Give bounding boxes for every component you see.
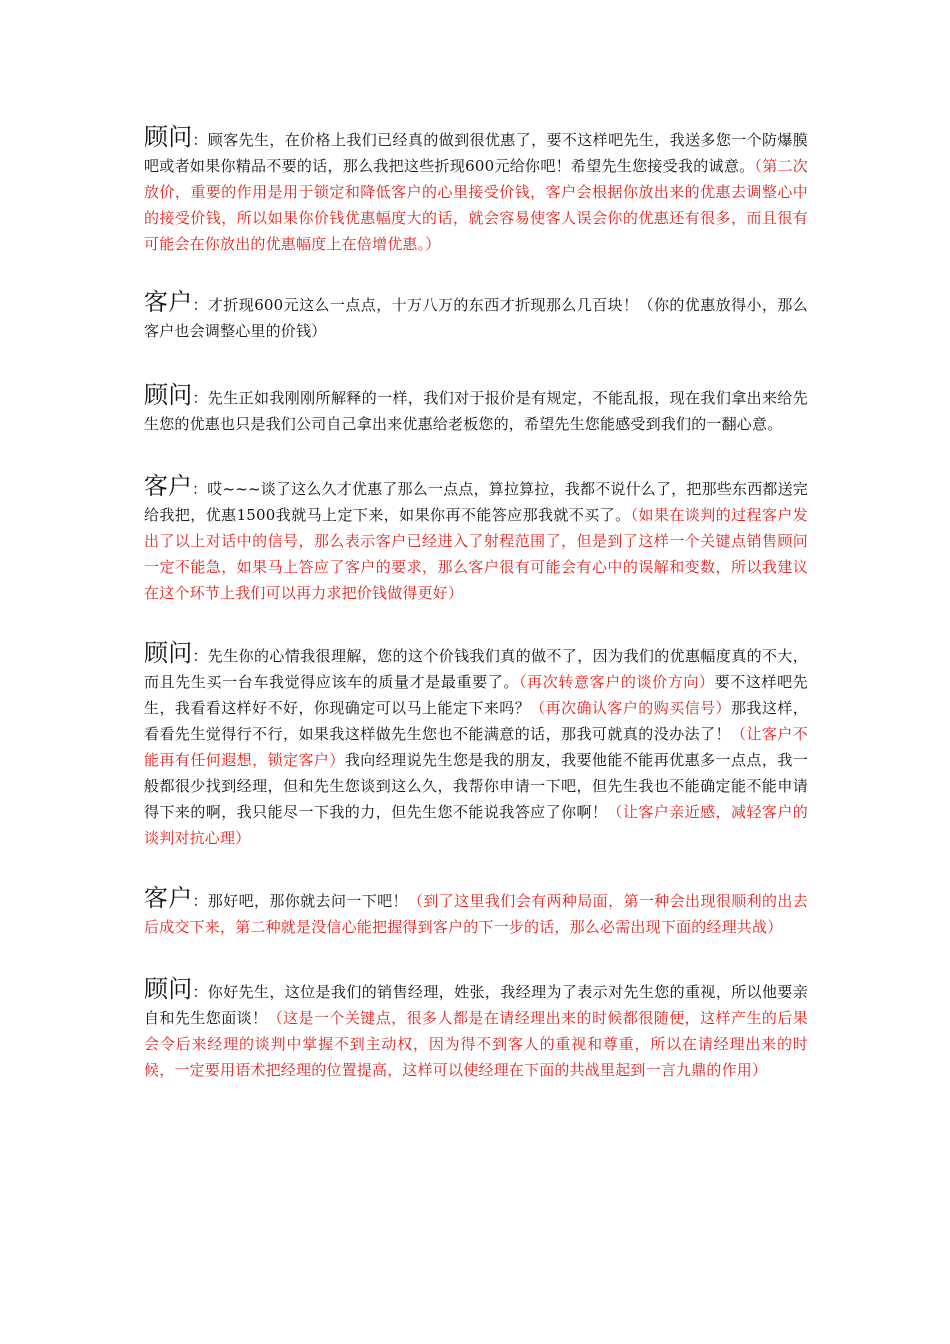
dialogue-text: 那我这样，看看先生觉得行不行，如果我这样做先生您也不能满意的话，那我可就真的没办法了！: [144, 699, 808, 743]
annotation-note: （再次确认客户的购买信号）: [530, 699, 731, 717]
annotation-note: （如果在谈判的过程客户发出了以上对话中的信号，那么表示客户已经进入了射程范围了，但是到了这样一个关键点销售顾问一定不能急，如果马上答应了客户的要求，那么客户很有可能会有心中的误解和变数，所以我建议在这个环节上我们可以再力求把价钱做得更好）: [144, 506, 808, 602]
dialogue-text: 顾客先生，在价格上我们已经真的做到很优惠了，要不这样吧先生，我送多您一个防爆膜吧或者如果你精品不要的话，那么我把这些折现600元给你吧！希望先生您接受我的诚意。: [144, 131, 809, 175]
annotation-note: （到了这里我们会有两种局面，第一种会出现很顺利的出去后成交下来，第二种就是没信心能把握得到客户的下一步的话，那么必需出现下面的经理共战）: [144, 892, 809, 936]
speaker-colon: ：: [192, 647, 208, 665]
dialogue-paragraph-2: [144, 287, 808, 344]
annotation-note: （第二次放价，重要的作用是用于锁定和降低客户的心里接受价钱，客户会根据你放出来的优惠去调整心中的接受价钱，所以如果你价钱优惠幅度大的话，就会容易使客人误会你的优惠还有很多，而且很有可能会在你放出的优惠幅度上在倍增优惠。）: [144, 157, 808, 253]
speaker-colon: ：: [192, 389, 208, 407]
annotation-note: （再次转意客户的谈价方向）: [519, 673, 715, 691]
dialogue-paragraph-1: [144, 122, 808, 257]
speaker-label: 顾问: [144, 381, 193, 409]
dialogue-paragraph-6: [144, 883, 808, 940]
speaker-colon: ：: [192, 296, 208, 314]
dialogue-text: 哎~~~谈了这么久才优惠了那么一点点，算拉算拉，我都不说什么了，把那些东西都送完给我把，优惠1500我就马上定下来，如果你再不能答应那我就不买了。: [144, 480, 808, 524]
dialogue-text: 我向经理说先生您是我的朋友，我要他能不能再优惠多一点点，我一般都很少找到经理，但和先生您谈到这么久，我帮你申请一下吧，但先生我也不能确定能不能申请得下来的啊，我只能尽一下我的力，但先生您不能说我答应了你啊！: [144, 751, 808, 821]
dialogue-paragraph-5: [144, 638, 808, 851]
annotation-note: （这是一个关键点，很多人都是在请经理出来的时候都很随便，这样产生的后果会令后来经理的谈判中掌握不到主动权，因为得不到客人的重视和尊重，所以在请经理出来的时候，一定要用语术把经理的位置提高，这样可以使经理在下面的共战里起到一言九鼎的作用）: [144, 1009, 808, 1079]
dialogue-text: 那好吧，那你就去问一下吧！: [207, 892, 408, 910]
speaker-label: 顾问: [144, 123, 193, 151]
document-page: [144, 122, 808, 1111]
dialogue-paragraph-3: [144, 380, 808, 437]
dialogue-text: 你好先生，这位是我们的销售经理，姓张，我经理为了表示对先生您的重视，所以他要亲自和先生您面谈！: [144, 983, 809, 1027]
dialogue-text: 先生你的心情我很理解，您的这个价钱我们真的做不了，因为我们的优惠幅度真的不大，而且先生买一台车我觉得应该车的质量才是最重要了。: [144, 647, 809, 691]
speaker-label: 顾问: [144, 975, 193, 1003]
speaker-label: 客户: [144, 288, 193, 316]
speaker-label: 客户: [144, 472, 193, 500]
dialogue-text: 先生正如我刚刚所解释的一样，我们对于报价是有规定，不能乱报，现在我们拿出来给先生您的优惠也只是我们公司自己拿出来优惠给老板您的，希望先生您能感受到我们的一翻心意。: [144, 389, 809, 433]
dialogue-text: 才折现600元这么一点点，十万八万的东西才折现那么几百块！（你的优惠放得小，那么客户也会调整心里的价钱）: [144, 296, 809, 340]
speaker-label: 顾问: [144, 639, 193, 667]
speaker-colon: ：: [192, 983, 208, 1001]
speaker-colon: ：: [192, 480, 208, 498]
speaker-colon: ：: [192, 892, 208, 910]
annotation-note: （让客户不能再有任何遐想，锁定客户）: [144, 725, 808, 769]
dialogue-paragraph-4: [144, 471, 808, 606]
dialogue-text: 要不这样吧先生，我看看这样好不好，你现确定可以马上能定下来吗？: [144, 673, 809, 717]
speaker-label: 客户: [144, 884, 193, 912]
speaker-colon: ：: [192, 131, 208, 149]
dialogue-paragraph-7: [144, 974, 808, 1083]
annotation-note: （让客户亲近感，减轻客户的谈判对抗心理）: [144, 803, 808, 847]
